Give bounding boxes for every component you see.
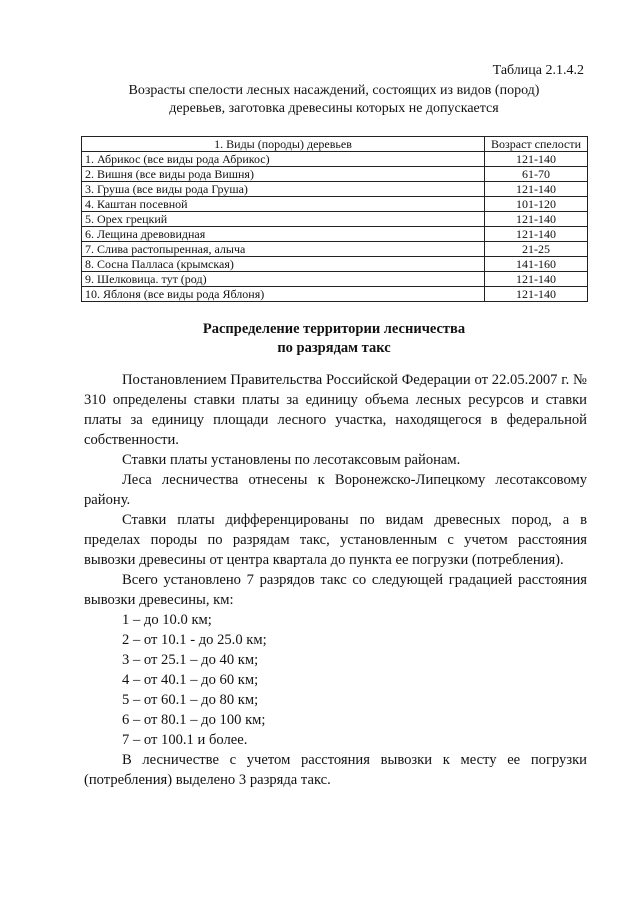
- table-number: Таблица 2.1.4.2: [492, 63, 584, 78]
- age-cell: 121-140: [485, 272, 588, 287]
- rank-item: 2 – от 10.1 - до 25.0 км;: [122, 632, 267, 648]
- table-row: [82, 272, 588, 287]
- species-cell: 1. Абрикос (все виды рода Абрикос): [82, 152, 485, 167]
- caption-line-2: деревьев, заготовка древесины которых не допускается: [169, 101, 499, 116]
- age-cell: 101-120: [485, 197, 588, 212]
- age-cell: 121-140: [485, 227, 588, 242]
- paragraph-decree: Постановлением Правительства Российской Федерации от 22.05.2007 г. № 310 определены ставки платы за единицу объема лесных ресурсов и ставки платы за единицу площади лесного участка, находящегося в федеральной собственности.: [84, 372, 587, 448]
- header-age: Возраст спелости: [485, 137, 588, 152]
- header-species: 1. Виды (породы) деревьев: [82, 137, 485, 152]
- table-row: [82, 152, 588, 167]
- table-row: [82, 197, 588, 212]
- table-row: [82, 257, 588, 272]
- species-cell: 8. Сосна Палласа (крымская): [82, 257, 485, 272]
- species-cell: 3. Груша (все виды рода Груша): [82, 182, 485, 197]
- section-heading-line-1: Распределение территории лесничества: [202, 321, 466, 337]
- table-row: [82, 227, 588, 242]
- age-cell: 121-140: [485, 212, 588, 227]
- species-cell: 9. Шелковица. тут (род): [82, 272, 485, 287]
- table-row: [82, 242, 588, 257]
- rank-item: 5 – от 60.1 – до 80 км;: [122, 692, 259, 708]
- paragraph-conclusion: В лесничестве с учетом расстояния вывозки к месту ее погрузки (потребления) выделено 3 разряда такс.: [84, 752, 587, 788]
- rank-item: 6 – от 80.1 – до 100 км;: [122, 712, 266, 728]
- table-row: [82, 182, 588, 197]
- rank-item: 4 – от 40.1 – до 60 км;: [122, 672, 259, 688]
- paragraph-district: Леса лесничества отнесены к Воронежско-Липецкому лесотаксовому району.: [84, 472, 587, 508]
- species-cell: 10. Яблоня (все виды рода Яблоня): [82, 287, 485, 302]
- rank-item: 3 – от 25.1 – до 40 км;: [122, 652, 259, 668]
- species-cell: 7. Слива растопыренная, алыча: [82, 242, 485, 257]
- table-row: [82, 167, 588, 182]
- caption-line-1: Возрасты спелости лесных насаждений, состоящих из видов (пород): [128, 83, 540, 98]
- age-cell: 141-160: [485, 257, 588, 272]
- section-heading-line-2: по разрядам такс: [277, 340, 391, 356]
- species-cell: 6. Лещина древовидная: [82, 227, 485, 242]
- age-cell: 61-70: [485, 167, 588, 182]
- rank-item: 1 – до 10.0 км;: [122, 612, 212, 628]
- rank-item: 7 – от 100.1 и более.: [122, 732, 248, 748]
- paragraph-gradation: Всего установлено 7 разрядов такс со следующей градацией расстояния вывозки древесины, км:: [84, 572, 587, 608]
- age-cell: 121-140: [485, 287, 588, 302]
- paragraph-rates: Ставки платы установлены по лесотаксовым районам.: [122, 452, 461, 468]
- species-cell: 2. Вишня (все виды рода Вишня): [82, 167, 485, 182]
- table-row: [82, 287, 588, 302]
- paragraph-differentiation: Ставки платы дифференцированы по видам древесных пород, а в пределах породы по разрядам такс, установленным с учетом расстояния вывозки древесины от центра квартала до пункта ее погрузки (потребления).: [84, 512, 587, 568]
- species-cell: 4. Каштан посевной: [82, 197, 485, 212]
- body-text: [84, 370, 587, 790]
- maturity-age-table: [81, 136, 588, 302]
- age-cell: 121-140: [485, 182, 588, 197]
- table-header-row: [82, 137, 588, 152]
- table-caption: [84, 82, 584, 118]
- age-cell: 121-140: [485, 152, 588, 167]
- species-cell: 5. Орех грецкий: [82, 212, 485, 227]
- age-cell: 21-25: [485, 242, 588, 257]
- table-row: [82, 212, 588, 227]
- section-heading: [84, 320, 584, 358]
